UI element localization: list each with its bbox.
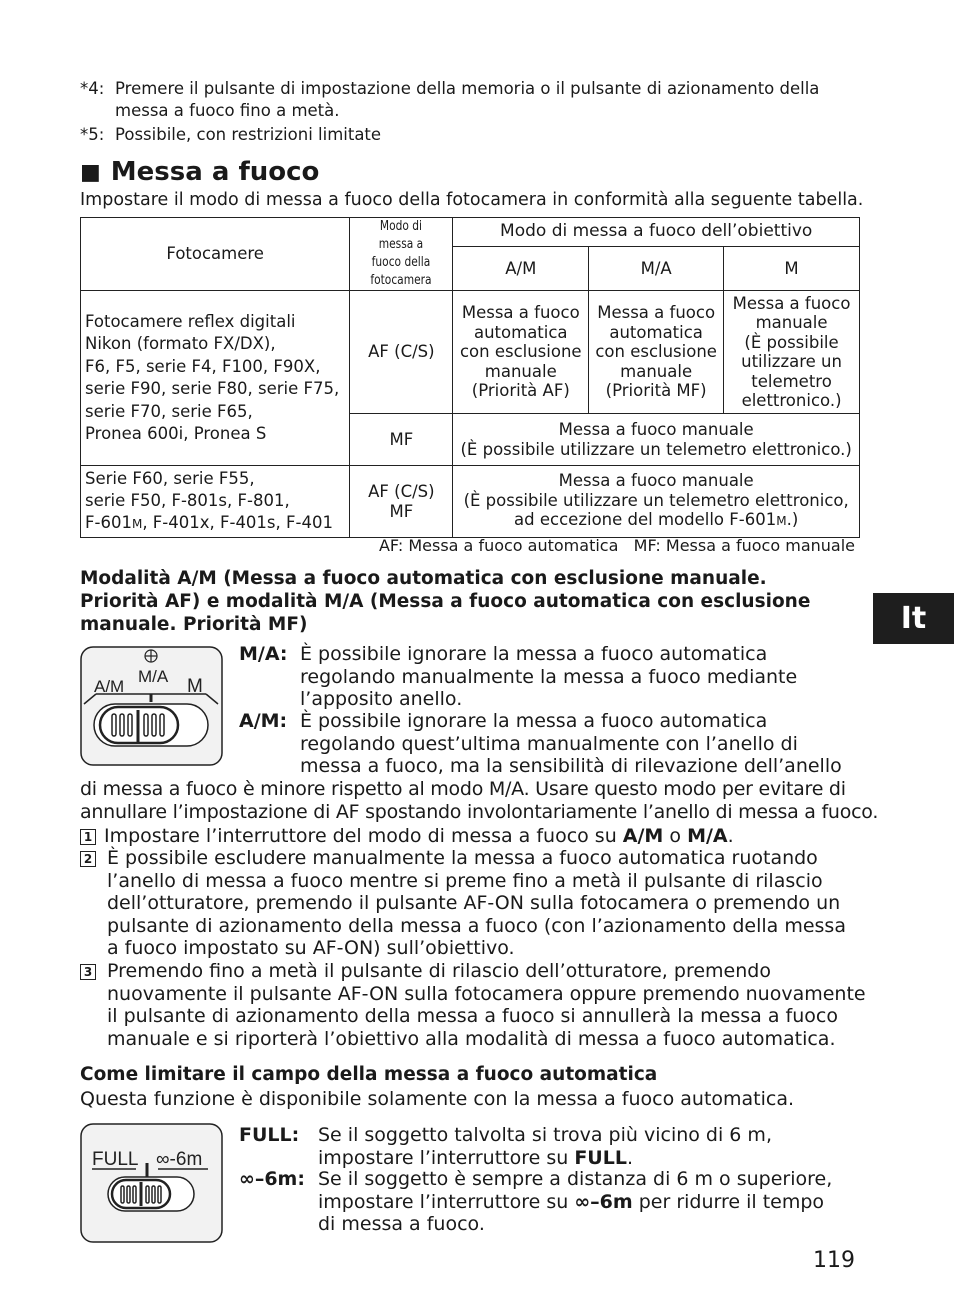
row2-camera-line — [85, 512, 345, 535]
footnote-text: Premere il pulsante di impostazione della memoria o il pulsante di azionamento della messa a fuoco fino a metà. — [115, 79, 820, 120]
desc-line — [318, 1191, 869, 1214]
row1-camera-line: F6, F5, serie F4, F100, F90X, — [85, 356, 321, 376]
desc-line: Se il soggetto è sempre a distanza di 6 m o superiore, — [318, 1168, 833, 1190]
row2-all-cell — [453, 466, 860, 538]
row1-camera-line: Pronea 600i, Pronea S — [85, 424, 267, 443]
label-infinity: ∞-6m — [156, 1149, 203, 1170]
desc-text: impostare l’interruttore su — [318, 1146, 575, 1169]
desc-line: di messa a fuoco. — [318, 1213, 485, 1235]
step-text: Impostare l’interruttore del modo di messa a fuoco su — [104, 825, 623, 847]
row1-camera-line: serie F90, serie F80, serie F75, — [85, 379, 340, 398]
footnote-tag: *4: — [80, 79, 105, 98]
cell-line: (È possibile utilizzare un telemetro elettronico, — [463, 490, 849, 510]
step-number: 3 — [80, 964, 96, 980]
cont-line: annullare l’impostazione di AF spostando involontariamente l’anello di messa a fuoco. — [80, 800, 879, 823]
step-line: il pulsante di azionamento della messa a fuoco si annullerà la messa a fuoco — [107, 1005, 838, 1027]
heading-line: Priorità AF) e modalità M/A (Messa a fuoco automatica con esclusione — [80, 591, 811, 612]
section-intro: Impostare il modo di messa a fuoco della fotocamera in conformità alla seguente tabella. — [80, 190, 864, 210]
desc-line: Se il soggetto talvolta si trova più vicino di 6 m, — [318, 1124, 772, 1146]
desc-line: regolando quest’ultima manualmente con l’anello di — [300, 732, 798, 755]
infinity-term: ∞–6m: — [239, 1168, 305, 1190]
model-text: F-601 — [85, 513, 132, 532]
row1-cameras — [81, 291, 350, 466]
cell-line: utilizzare un — [741, 352, 842, 371]
cell-line: (È possibile utilizzare un telemetro elettronico.) — [460, 439, 852, 459]
step-line: nuovamente il pulsante AF-ON sulla fotocamera oppure premendo nuovamente — [107, 982, 866, 1005]
limit-heading: Come limitare il campo della messa a fuoco automatica — [80, 1064, 658, 1085]
cell-line: telemetro — [751, 371, 832, 391]
language-tab: It — [873, 593, 954, 644]
desc-text: . — [626, 1146, 633, 1169]
model-suffix: M — [776, 514, 787, 529]
cell-line: AF (C/S) — [368, 482, 435, 501]
step-line: l’anello di messa a fuoco mentre si preme fino a metà il pulsante di rilascio — [107, 869, 823, 892]
desc-line — [318, 1147, 869, 1170]
cell-line: MF — [389, 501, 414, 521]
cell-line: manuale — [620, 361, 693, 381]
step-bold: M/A — [687, 825, 728, 847]
heading-line: manuale. Priorità MF) — [80, 614, 308, 635]
row1-camera-line: serie F70, serie F65, — [85, 401, 253, 421]
am-continuation — [80, 778, 880, 823]
desc-line: messa a fuoco, ma la sensibilità di rilevazione dell’anello — [300, 755, 842, 777]
row1-camera-line: Nikon (formato FX/DX), — [85, 334, 276, 353]
desc-bold: ∞–6m — [574, 1190, 633, 1213]
infinity-definition — [239, 1168, 869, 1236]
desc-line: È possibile ignorare la messa a fuoco automatica — [300, 710, 768, 732]
modes-heading — [80, 567, 870, 636]
bullet-square-icon: ■ — [80, 159, 101, 185]
full-term: FULL: — [239, 1124, 300, 1146]
focus-mode-table — [80, 217, 860, 538]
row2-cameras — [81, 466, 350, 538]
cell-line: Messa a fuoco manuale — [558, 420, 754, 439]
step-line: manuale e si riporterà l’obiettivo alla modalità di messa a fuoco automatica. — [107, 1027, 836, 1050]
desc-bold: FULL — [574, 1146, 627, 1169]
row1-m-cell — [724, 291, 860, 414]
cell-line: (Priorità MF) — [605, 381, 707, 401]
cell-line — [457, 510, 855, 532]
section-heading — [80, 157, 319, 187]
row1-mode-mf: MF — [350, 414, 453, 466]
row2-camera-line: serie F50, F-801s, F-801, — [85, 491, 290, 510]
step-bold: A/M — [622, 825, 664, 847]
step-number: 1 — [80, 829, 96, 845]
footnote-tag: *5: — [80, 125, 105, 144]
model-suffix: M — [131, 517, 143, 531]
row1-mf-cell — [453, 414, 860, 466]
header-m: M — [724, 247, 860, 291]
cell-line: automatica — [473, 322, 568, 342]
desc-line: l’apposito anello. — [300, 688, 463, 710]
desc-line: regolando manualmente la messa a fuoco mediante — [300, 665, 798, 688]
step-1 — [80, 825, 880, 848]
limiter-switch-graphic — [80, 1123, 223, 1243]
desc-line: È possibile ignorare la messa a fuoco automatica — [300, 643, 768, 665]
heading-line: Modalità A/M (Messa a fuoco automatica con esclusione manuale. — [80, 568, 767, 589]
header-camera-mode-text: Modo di messa a fuoco della fotocamera — [370, 219, 432, 288]
cell-line: Messa a fuoco — [461, 303, 580, 323]
am-definition — [239, 710, 869, 778]
row1-ma-cell — [589, 291, 724, 414]
step-2 — [80, 847, 880, 960]
label-am: A/M — [94, 677, 125, 696]
table-legend: AF: Messa a fuoco automatica MF: Messa a fuoco manuale — [378, 536, 855, 555]
row2-camera-line: Serie F60, serie F55, — [85, 469, 255, 488]
step-line: dell’otturatore, premendo il pulsante AF-ON sulla fotocamera o premendo un — [107, 892, 841, 914]
page-number: 119 — [813, 1248, 855, 1273]
label-m: M — [187, 676, 203, 697]
ma-definition — [239, 643, 869, 711]
row1-camera-line: Fotocamere reflex digitali — [85, 311, 296, 331]
desc-text: impostare l’interruttore su — [318, 1190, 575, 1213]
full-definition — [239, 1124, 869, 1169]
header-ma: M/A — [589, 247, 724, 291]
cell-line: manuale — [484, 361, 557, 381]
footnote-text: Possibile, con restrizioni limitate — [115, 125, 382, 144]
step-line: a fuoco impostato su AF-ON) sull’obiettivo. — [107, 937, 515, 959]
cont-line: di messa a fuoco è minore rispetto al modo M/A. Usare questo modo per evitare di — [80, 778, 846, 800]
limit-intro: Questa funzione è disponibile solamente con la messa a fuoco automatica. — [80, 1088, 795, 1110]
model-text: , F-401x, F-401s, F-401 — [142, 513, 333, 532]
cell-line: con esclusione — [595, 342, 717, 362]
cell-text: ad eccezione del modello F-601 — [514, 510, 777, 530]
cell-text: .) — [786, 510, 799, 530]
header-am: A/M — [453, 247, 589, 291]
label-full: FULL — [92, 1149, 139, 1170]
cell-line: manuale — [755, 313, 828, 332]
step-text: o — [663, 825, 688, 847]
cell-line: (Priorità AF) — [471, 381, 570, 401]
step-line: pulsante di azionamento della messa a fuoco (con l’azionamento della messa — [107, 914, 846, 937]
cell-line: Messa a fuoco — [597, 303, 716, 323]
header-camera-mode — [350, 218, 453, 291]
am-term: A/M: — [239, 710, 288, 732]
cell-line: (È possibile — [744, 332, 839, 352]
header-cameras: Fotocamere — [81, 218, 350, 291]
cell-line: con esclusione — [459, 342, 582, 362]
limiter-switch-illustration — [80, 1123, 223, 1243]
cell-line: automatica — [609, 322, 703, 342]
step-line: È possibile escludere manualmente la messa a fuoco automatica ruotando — [107, 847, 818, 869]
label-ma: M/A — [138, 667, 169, 686]
footnote-4 — [80, 78, 860, 122]
step-line: Premendo fino a metà il pulsante di rilascio dell’otturatore, premendo — [107, 960, 771, 982]
ma-term: M/A: — [239, 643, 288, 665]
cell-line: elettronico.) — [741, 391, 842, 410]
step-text: . — [727, 825, 734, 847]
step-number: 2 — [80, 851, 96, 867]
cell-line: Messa a fuoco manuale — [558, 471, 754, 491]
row2-mode — [350, 466, 453, 538]
step-3 — [80, 960, 880, 1050]
footnote-5 — [80, 124, 860, 146]
row1-mode-af: AF (C/S) — [350, 291, 453, 414]
section-title: Messa a fuoco — [110, 157, 320, 187]
row1-am-cell — [453, 291, 589, 414]
am-switch-illustration — [80, 646, 223, 766]
header-lens-mode: Modo di messa a fuoco dell’obiettivo — [453, 218, 860, 247]
am-switch-graphic — [80, 646, 223, 766]
desc-text: per ridurre il tempo — [632, 1190, 825, 1213]
cell-line: Messa a fuoco — [732, 293, 851, 313]
